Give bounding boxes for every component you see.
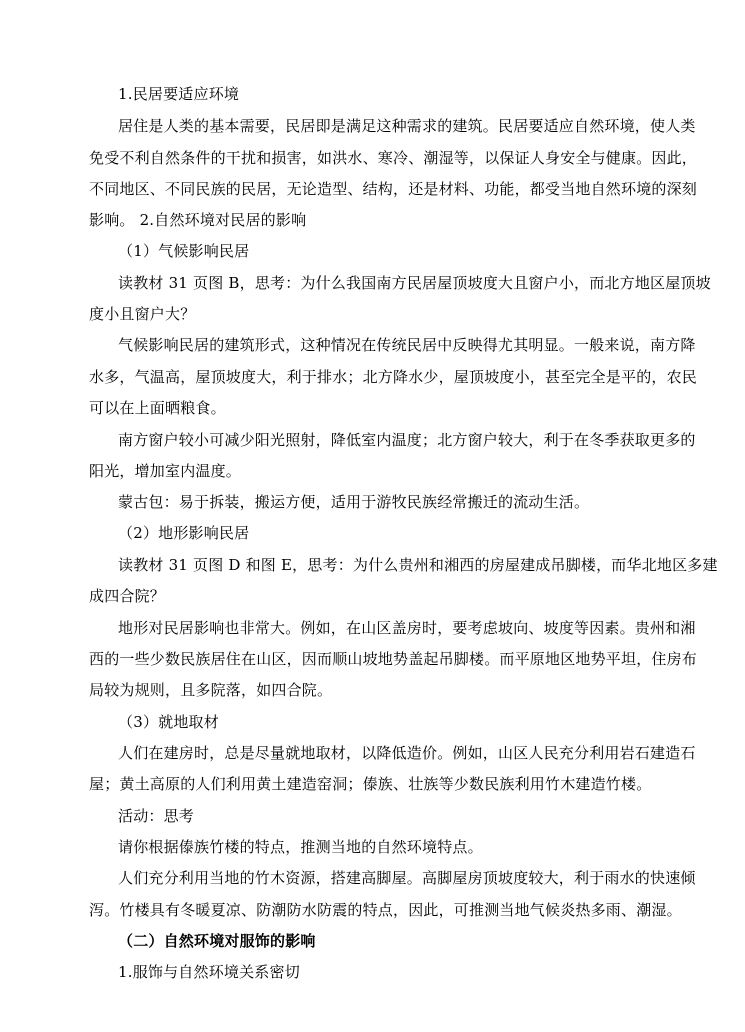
paragraph-line: 屋；黄土高原的人们利用黄土建造窑洞；傣族、壮族等少数民族利用竹木建造竹楼。 xyxy=(89,775,652,793)
question-line: 成四合院？ xyxy=(89,587,166,605)
paragraph-line: 局较为规则，且多院落，如四合院。 xyxy=(89,681,333,699)
paragraph-line: 南方窗户较小可减少阳光照射，降低室内温度；北方窗户较大，利于在冬季获取更多的 xyxy=(118,431,696,449)
heading-residence-adapt: 1.民居要适应环境 xyxy=(118,85,240,103)
paragraph-line: 居住是人类的基本需要，民居即是满足这种需求的建筑。民居要适应自然环境，使人类 xyxy=(118,117,696,135)
section-heading-clothing: （二）自然环境对服饰的影响 xyxy=(118,932,316,950)
question-line: 读教材 31 页图 D 和图 E，思考：为什么贵州和湘西的房屋建成吊脚楼，而华北地区多建 xyxy=(118,556,718,574)
subheading-local-materials: （3）就地取材 xyxy=(118,713,219,731)
paragraph-line: 泻。竹楼具有冬暖夏凉、防潮防水防震的特点，因此，可推测当地气候炎热多雨、潮湿。 xyxy=(89,901,682,919)
heading-clothing-environment: 1.服饰与自然环境关系密切 xyxy=(118,963,300,981)
paragraph-line: 蒙古包：易于拆装，搬运方便，适用于游牧民族经常搬迁的流动生活。 xyxy=(118,493,590,511)
paragraph-line: 阳光，增加室内温度。 xyxy=(89,462,242,480)
question-line: 度小且窗户大？ xyxy=(89,305,196,323)
paragraph-line: 地形对民居影响也非常大。例如，在山区盖房时，要考虑坡向、坡度等因素。贵州和湘 xyxy=(118,619,696,637)
paragraph-line: 气候影响民居的建筑形式，这种情况在传统民居中反映得尤其明显。一般来说，南方降 xyxy=(118,336,696,354)
subheading-terrain: （2）地形影响民居 xyxy=(118,524,250,542)
paragraph-line: 免受不利自然条件的干扰和损害，如洪水、寒冷、潮湿等，以保证人身安全与健康。因此， xyxy=(89,149,698,167)
subheading-climate: （1）气候影响民居 xyxy=(118,242,250,260)
activity-label: 活动：思考 xyxy=(118,807,195,825)
paragraph-line: 影响。 2.自然环境对民居的影响 xyxy=(89,211,307,229)
paragraph-line: 西的一些少数民族居住在山区，因而顺山坡地势盖起吊脚楼。而平原地区地势平坦，住房布 xyxy=(89,650,698,668)
paragraph-line: 不同地区、不同民族的民居，无论造型、结构，还是材料、功能，都受当地自然环境的深刻 xyxy=(89,180,698,198)
paragraph-line: 人们充分利用当地的竹木资源，搭建高脚屋。高脚屋房顶坡度较大，利于雨水的快速倾 xyxy=(118,869,696,887)
paragraph-line: 人们在建房时，总是尽量就地取材，以降低造价。例如，山区人民充分利用岩石建造石 xyxy=(118,744,696,762)
question-line: 读教材 31 页图 B，思考：为什么我国南方民居屋顶坡度大且窗户小，而北方地区屋顶坡 xyxy=(118,274,711,292)
activity-prompt: 请你根据傣族竹楼的特点，推测当地的自然环境特点。 xyxy=(118,838,483,856)
paragraph-line: 水多，气温高，屋顶坡度大，利于排水；北方降水少，屋顶坡度小，甚至完全是平的，农民 xyxy=(89,368,698,386)
paragraph-line: 可以在上面晒粮食。 xyxy=(89,399,226,417)
